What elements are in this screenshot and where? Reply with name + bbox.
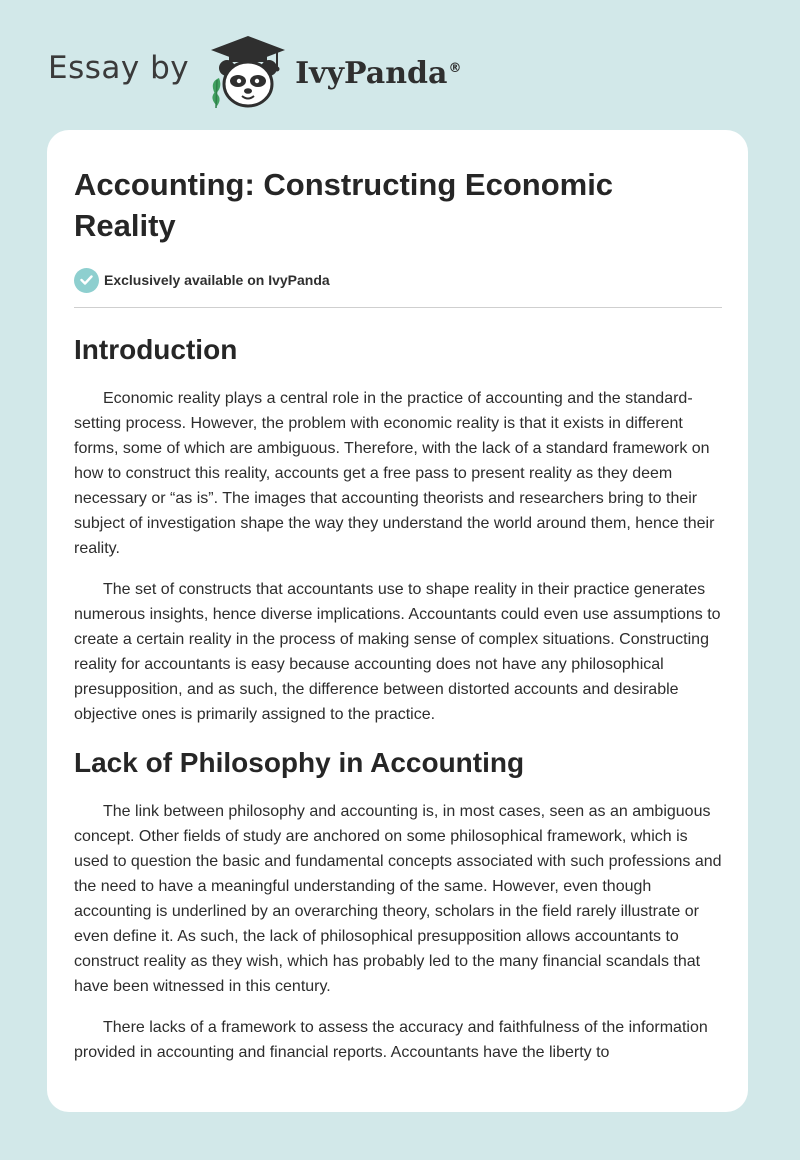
page-title: Accounting: Constructing Economic Reality bbox=[74, 167, 614, 243]
trademark-symbol: ® bbox=[448, 60, 462, 76]
section-introduction bbox=[74, 332, 722, 727]
paragraph: There lacks of a framework to assess the accuracy and faithfulness of the information provided in accounting and financial reports. Accountants have the liberty to bbox=[74, 1019, 708, 1061]
essay-by-label: Essay by bbox=[48, 50, 190, 86]
exclusive-badge bbox=[74, 266, 722, 294]
divider bbox=[74, 307, 722, 308]
paragraph: The link between philosophy and accounting is, in most cases, seen as an ambiguous concept. Other fields of study are anchored on some philosophical framework, which is used to question the basic and fundamental concepts associated with such professions and the need to have a meaningful understanding of the same. However, even though accounting is underlined by an overarching theory, scholars in the field rarely illustrate or even define it. As such, the lack of philosophical presupposition allows accountants to construct reality as they wish, which has probably led to the many financial scandals that have been witnessed in this century. bbox=[74, 803, 722, 995]
section-heading: Lack of Philosophy in Accounting bbox=[74, 747, 525, 778]
brand-name bbox=[295, 56, 461, 91]
essay-card bbox=[47, 130, 748, 1112]
site-header bbox=[48, 34, 461, 110]
paragraph: The set of constructs that accountants use to shape reality in their practice generates numerous insights, hence diverse implications. Accountants could even use assumptions to create a certain reality in the process of making sense of complex situations. Constructing reality for accountants is easy because accounting does not have any philosophical presupposition, and as such, the difference between distorted accounts and desirable objective ones is primarily assigned to the practice. bbox=[74, 581, 721, 723]
panda-logo-icon[interactable] bbox=[205, 34, 291, 110]
section-lack-of-philosophy bbox=[74, 745, 722, 1065]
paragraph: Economic reality plays a central role in the practice of accounting and the standard-setting process. However, the problem with economic reality is that it exists in different forms, some of which are ambiguous. Therefore, with the lack of a standard framework on how to construct this reality, accounts get a free pass to present reality as they deem necessary or “as is”. The images that accounting theorists and researchers bring to their subject of investigation shape the way they understand the world around them, hence their reality. bbox=[74, 390, 715, 557]
brand-name-text: IvyPanda bbox=[295, 55, 448, 91]
badge-text: Exclusively available on IvyPanda bbox=[104, 272, 330, 288]
section-heading: Introduction bbox=[74, 334, 238, 365]
check-circle-icon bbox=[74, 268, 99, 293]
